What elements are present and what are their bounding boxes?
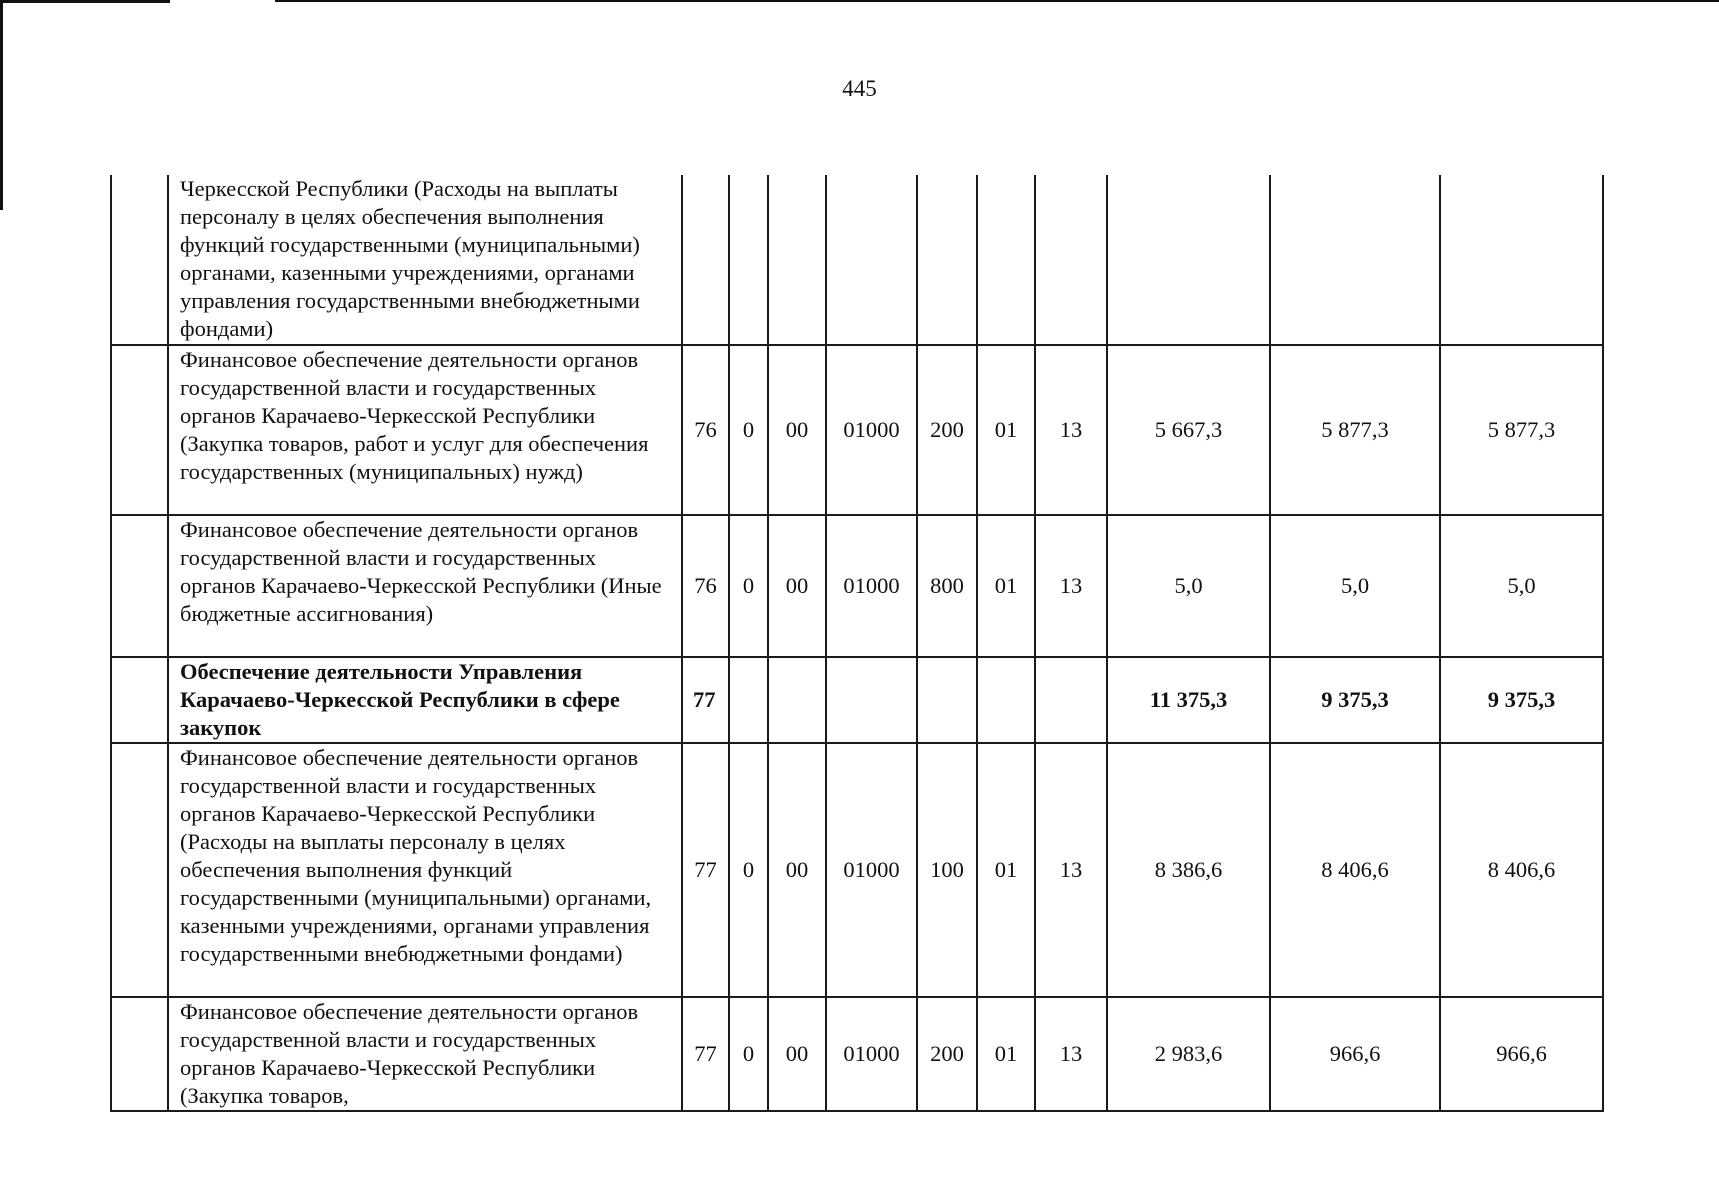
code-cell: 77 — [682, 743, 729, 997]
code-cell: 0 — [729, 743, 768, 997]
description-cell: Финансовое обеспечение деятельности органов государственной власти и государственных органов Карачаево-Черкесской Республики (Закупка товаров, работ и услуг для обеспечения государственных (муниципальных) нужд) — [168, 345, 682, 515]
code-cell — [826, 657, 917, 743]
table-row — [111, 743, 1603, 997]
code-cell: 800 — [917, 515, 977, 657]
description-cell: Черкесской Республики (Расходы на выплаты персоналу в целях обеспечения выполнения функций государственными (муниципальными) органами, казенными учреждениями, органами управления государственными внебюджетными фондами) — [168, 175, 682, 345]
code-cell: 00 — [768, 345, 826, 515]
code-cell — [682, 175, 729, 345]
code-cell: 13 — [1035, 515, 1107, 657]
code-cell: 77 — [682, 657, 729, 743]
description-cell: Финансовое обеспечение деятельности органов государственной власти и государственных органов Карачаево-Черкесской Республики (Расходы на выплаты персоналу в целях обеспечения выполнения функций государственными (муниципальными) органами, казенными учреждениями, органами управления государственными внебюджетными фондами) — [168, 743, 682, 997]
code-cell: 0 — [729, 997, 768, 1111]
amount-cell: 9 375,3 — [1440, 657, 1603, 743]
amount-cell: 966,6 — [1270, 997, 1440, 1111]
row-number-cell — [111, 997, 168, 1111]
amount-cell: 2 983,6 — [1107, 997, 1270, 1111]
code-cell: 00 — [768, 743, 826, 997]
code-cell — [768, 175, 826, 345]
code-cell — [768, 657, 826, 743]
amount-cell: 5 877,3 — [1440, 345, 1603, 515]
row-number-cell — [111, 515, 168, 657]
code-cell: 76 — [682, 345, 729, 515]
amount-cell: 5,0 — [1440, 515, 1603, 657]
description-cell: Финансовое обеспечение деятельности органов государственной власти и государственных органов Карачаево-Черкесской Республики (Закупка товаров, — [168, 997, 682, 1111]
description-cell: Обеспечение деятельности Управления Карачаево-Черкесской Республики в сфере закупок — [168, 657, 682, 743]
page-number: 445 — [842, 76, 877, 101]
code-cell: 13 — [1035, 997, 1107, 1111]
description-cell: Финансовое обеспечение деятельности органов государственной власти и государственных органов Карачаево-Черкесской Республики (Иные бюджетные ассигнования) — [168, 515, 682, 657]
scan-edge-top-right — [275, 0, 1719, 2]
code-cell: 13 — [1035, 345, 1107, 515]
amount-cell: 8 386,6 — [1107, 743, 1270, 997]
amount-cell: 8 406,6 — [1440, 743, 1603, 997]
code-cell — [1035, 657, 1107, 743]
code-cell: 00 — [768, 515, 826, 657]
amount-cell: 5,0 — [1107, 515, 1270, 657]
code-cell: 01000 — [826, 345, 917, 515]
code-cell: 01 — [977, 345, 1035, 515]
code-cell: 00 — [768, 997, 826, 1111]
table-row — [111, 657, 1603, 743]
code-cell: 01 — [977, 743, 1035, 997]
code-cell — [729, 175, 768, 345]
table-row — [111, 515, 1603, 657]
scan-edge-top-left — [0, 0, 170, 3]
code-cell — [917, 175, 977, 345]
code-cell: 0 — [729, 515, 768, 657]
row-number-cell — [111, 345, 168, 515]
code-cell — [917, 657, 977, 743]
code-cell: 01000 — [826, 515, 917, 657]
row-number-cell — [111, 657, 168, 743]
table-row — [111, 345, 1603, 515]
code-cell: 01 — [977, 515, 1035, 657]
code-cell: 77 — [682, 997, 729, 1111]
code-cell: 0 — [729, 345, 768, 515]
amount-cell: 11 375,3 — [1107, 657, 1270, 743]
code-cell: 01000 — [826, 743, 917, 997]
amount-cell — [1440, 175, 1603, 345]
amount-cell: 9 375,3 — [1270, 657, 1440, 743]
code-cell: 01 — [977, 997, 1035, 1111]
amount-cell: 8 406,6 — [1270, 743, 1440, 997]
code-cell: 100 — [917, 743, 977, 997]
code-cell — [1035, 175, 1107, 345]
amount-cell: 966,6 — [1440, 997, 1603, 1111]
code-cell: 200 — [917, 345, 977, 515]
row-number-cell — [111, 175, 168, 345]
code-cell: 200 — [917, 997, 977, 1111]
code-cell — [729, 657, 768, 743]
code-cell: 13 — [1035, 743, 1107, 997]
code-cell — [826, 175, 917, 345]
scan-edge-left — [0, 0, 3, 210]
table-row — [111, 175, 1603, 345]
row-number-cell — [111, 743, 168, 997]
code-cell — [977, 657, 1035, 743]
amount-cell — [1270, 175, 1440, 345]
amount-cell — [1107, 175, 1270, 345]
amount-cell: 5 877,3 — [1270, 345, 1440, 515]
amount-cell: 5,0 — [1270, 515, 1440, 657]
code-cell — [977, 175, 1035, 345]
budget-table — [110, 175, 1604, 1112]
amount-cell: 5 667,3 — [1107, 345, 1270, 515]
table-row — [111, 997, 1603, 1111]
code-cell: 76 — [682, 515, 729, 657]
code-cell: 01000 — [826, 997, 917, 1111]
